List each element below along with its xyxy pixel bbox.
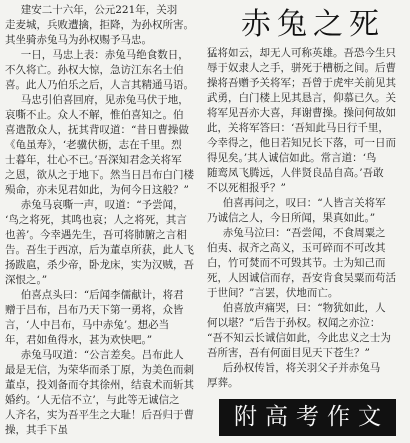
text-line: 言，‘人中吕布，马中赤兔’。想必当	[5, 319, 170, 331]
paragraph	[207, 361, 406, 391]
text-line: 伯喜点头曰：“后闻李儒献计，将君	[20, 289, 184, 301]
text-line: 伯喜放声痛哭，曰：“物犹如此，人	[222, 302, 386, 314]
text-line: 吾所害，吾有何面目见天下苍生？”	[207, 347, 370, 359]
paragraph	[5, 288, 202, 348]
text-line: 今幸得之，他日若知兄长下落，可一日而	[207, 137, 396, 149]
text-line: 伯夷、叔齐之高义，玉可碎而不可改其	[207, 242, 386, 254]
paragraph	[5, 48, 202, 93]
text-line: 于世间？”言罢，伏地而亡。	[207, 287, 339, 299]
text-line: 何以堪？”后告于孙权。权闻之亦泣：	[207, 317, 381, 329]
text-line: 《龟虽寿》，‘老骥伏枥，志在千里。烈	[5, 139, 182, 151]
text-line: ‘鸟之将死，其鸣也哀；人之将死，其言	[5, 214, 187, 226]
paragraph	[207, 226, 406, 301]
text-line: 其坐骑赤兔马为孙权赐予马忠。	[5, 34, 152, 46]
text-line: 婚约。‘人无信不立’，与此等无诚信之	[5, 394, 180, 406]
paragraph	[5, 93, 202, 198]
text-line: 得见矣。’其人诚信如此。常言道：‘鸟	[207, 152, 377, 164]
text-line: 随鸾凤飞腾远，人伴贤良品自高。’吾敢	[207, 167, 384, 179]
text-line: 哀嘶不止。众人不解，惟伯喜知之。伯	[5, 109, 184, 121]
text-line: 士暮年，壮心不已。’吾深知君念关将军	[5, 154, 182, 166]
text-line: 喜。此人乃伯乐之后，人言其精通马语。	[5, 79, 194, 91]
text-line: “吾不知云长诚信如此，今此忠义之士为	[207, 332, 391, 344]
text-line: 人齐名，实为吾平生之大耻！后吾归于曹	[5, 409, 194, 421]
left-text-column	[5, 3, 202, 438]
text-line: 乃诚信之人，今日所闻，果真如此。”	[207, 212, 376, 224]
paragraph	[5, 348, 202, 438]
text-line: 赠于吕布，吕布乃天下第一勇将，众皆	[5, 304, 184, 316]
text-line: 深恨之。”	[5, 274, 48, 286]
text-line: 辱于奴隶人之手，骈死于槽枥之间。后曹	[207, 62, 396, 74]
paragraph	[5, 198, 202, 288]
text-line: 武勇，白门楼上见其恳言，仰慕已久。关	[207, 92, 396, 104]
text-line: 操，其手下虽	[5, 424, 68, 436]
text-line: 董卓，投刘备而夺其徐州，结袁术而斩其	[5, 379, 194, 391]
text-line: 也善’。今幸遇先生，吾可将肺腑之言相	[5, 229, 187, 241]
paragraph	[5, 3, 202, 48]
text-line: 厚葬。	[207, 377, 239, 389]
text-line: 将军见吾亦大喜，拜谢曹操。操问何故如	[207, 107, 396, 119]
text-line: 扬跋扈，杀少帝，卧龙床，实为汉贼，吾	[5, 259, 194, 271]
text-line: 赤兔马哀嘶一声，叹道：“予尝闻，	[20, 199, 184, 211]
text-line: 伯喜再问之，叹曰：“人皆言关将军	[222, 197, 386, 209]
right-text-column	[207, 46, 406, 391]
text-line: 猛将如云，却无人可称英雄。吾恐今生只	[207, 47, 396, 59]
text-line: 不久将亡。孙权大惊，急访江东名士伯	[5, 64, 184, 76]
text-line: 死，人因诚信而存，吾安肯食吴粟而苟活	[207, 272, 396, 284]
paragraph	[207, 196, 406, 226]
text-line: 操将吾赠予关将军；吾曾于虎牢关前见其	[207, 77, 396, 89]
text-line: 走麦城，兵败遭擒，拒降，为孙权所害。	[5, 19, 194, 31]
text-line: 喜遣散众人，抚其背叹道：“昔日曹操做	[5, 124, 189, 136]
paragraph	[207, 301, 406, 361]
text-line: 马忠引伯喜回府，见赤兔马伏于地，	[20, 94, 189, 106]
text-line: 白，竹可焚而不可毁其节。士为知己而	[207, 257, 386, 269]
text-line: 此，关将军答曰：‘吾知此马日行千里，	[207, 122, 389, 134]
text-line: 告。吾生于西凉，后为董卓所获，此人飞	[5, 244, 194, 256]
gaokao-essay-banner: 附高考作文	[219, 399, 396, 436]
text-line: 一日，马忠上表：赤兔马绝食数日，	[20, 49, 189, 61]
text-line: 不以死相报乎？”	[207, 182, 286, 194]
text-line: 最是无信，为荣华而杀丁原，为美色而刺	[5, 364, 194, 376]
paragraph	[207, 46, 406, 196]
article-title: 赤兔之死	[241, 7, 385, 42]
text-line: 殒命，亦未见君如此，为何今日这般？”	[5, 184, 189, 196]
text-line: 建安二十六年，公元221年，关羽	[20, 4, 178, 16]
text-line: 之恩，欲从之于地下。然当日吕布白门楼	[5, 169, 194, 181]
text-line: 后孙权传旨，将关羽父子并赤兔马	[222, 362, 381, 374]
text-line: 赤兔马叹道：“公言差矣。吕布此人	[20, 349, 184, 361]
text-line: 赤兔马泣曰：“吾尝闻，不食周粟之	[222, 227, 386, 239]
text-line: 年，君如鱼得水，甚为欢快吧。”	[5, 334, 153, 346]
